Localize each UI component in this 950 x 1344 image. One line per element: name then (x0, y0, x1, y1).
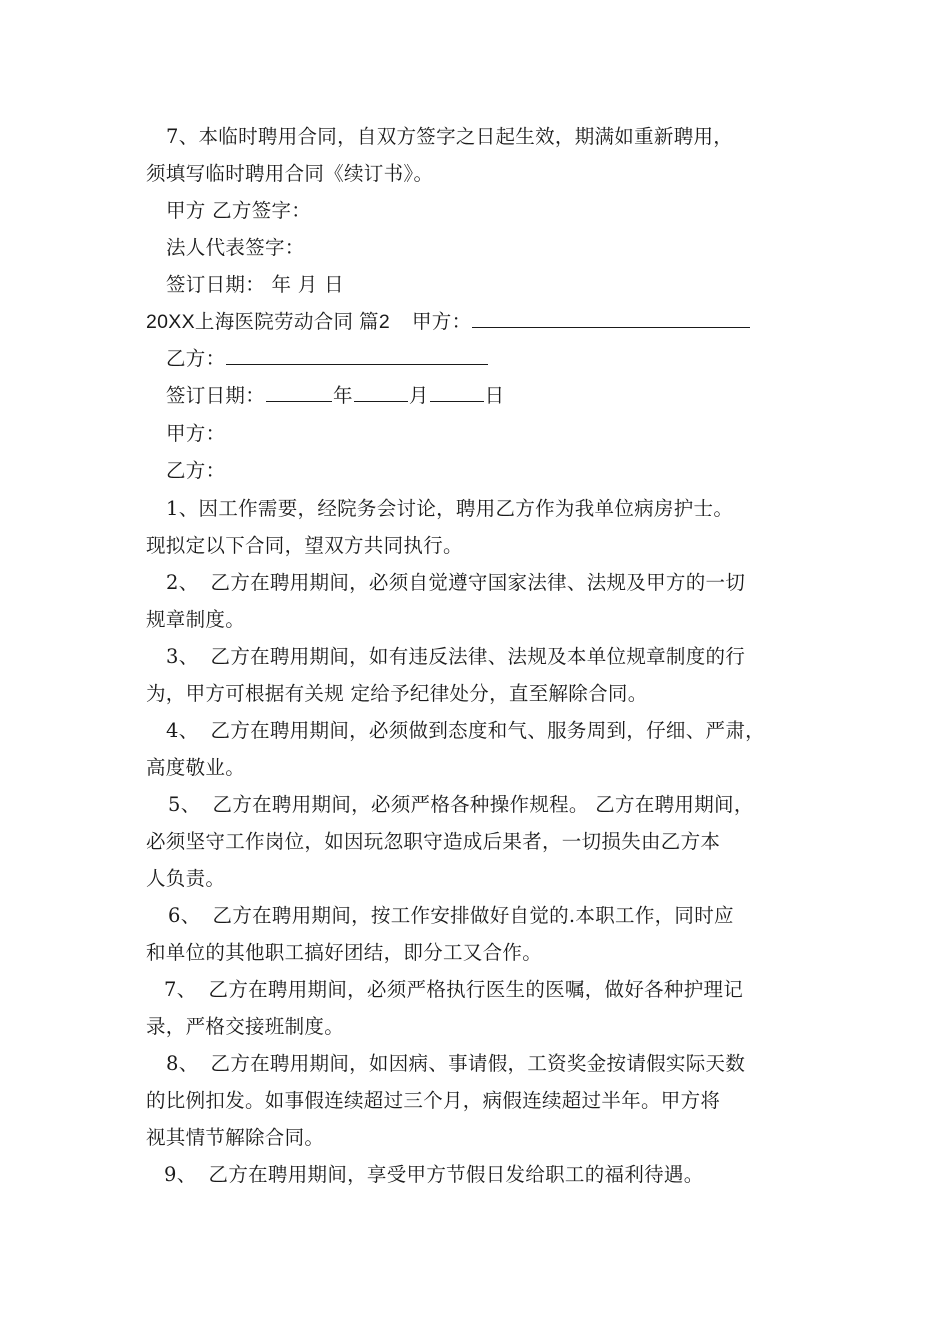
party-b-row: 乙方： (146, 340, 826, 377)
party-b-blank (226, 342, 488, 365)
party-a-blank (472, 305, 750, 328)
document-page: 7、本临时聘用合同，自双方签字之日起生效，期满如重新聘用， 须填写临时聘用合同《续订书》。 甲方 乙方签字： 法人代表签字： 签订日期： 年 月 日 20XX上海医院劳动合同 篇2 甲方： 乙方： 签订日期： 年 月 日 甲方： 乙方： 1、因工作需要，经院务会讨论，聘用乙方作为我单位病房护士。 现拟定以下合同，望双方共同执行。 2、 乙方在聘用期间，必须自觉遵守国家法律、法规及甲方的一切 规章制度。 3、 乙方在聘用期间，如有违反法律、法规及本单位规章制度的行 为，甲方可根据有关规 定给予纪律处分，直至解除合同。 4、 乙方在聘用期间，必须做到态度和气、服务周到，仔细、严肃， 高度敬业。 5、 乙方在聘用期间，必须严格各种操作规程。 乙方在聘用期间， 必须坚守工作岗位，如因玩忽职守造成后果者，一切损失由乙方本 人负责。 6、 乙方在聘用期间，按工作安排做好自觉的.本职工作，同时应 和单位的其他职工搞好团结，即分工又合作。 7、 乙方在聘用期间，必须严格执行医生的医嘱，做好各种护理记 录，严格交接班制度。 8、 乙方在聘用期间，如因病、事请假，工资奖金按请假实际天数 的比例扣发。如事假连续超过三个月，病假连续超过半年。甲方将 视其情节解除合同。 9、 乙方在聘用期间，享受甲方节假日发给职工的福利待遇。 (0, 0, 950, 1344)
party-a-label: 甲方： (411, 310, 472, 333)
text-line: 签订日期： 年 月 日 (166, 273, 344, 296)
text-line: 7、本临时聘用合同，自双方签字之日起生效，期满如重新聘用， (166, 125, 734, 148)
text-line: 须填写临时聘用合同《续订书》。 (146, 162, 434, 185)
year-blank (266, 379, 332, 402)
text-line: 甲方 乙方签字： (166, 199, 312, 222)
text-line: 乙方： (166, 459, 226, 482)
text-line: 甲方： (166, 422, 226, 445)
month-blank (354, 379, 408, 402)
sign-date-row: 签订日期： 年 月 日 (146, 377, 826, 414)
contract-heading (146, 303, 826, 341)
text-line: 法人代表签字： (166, 236, 305, 259)
day-blank (430, 379, 484, 402)
contract-title: 20XX上海医院劳动合同 篇2 (146, 311, 390, 333)
